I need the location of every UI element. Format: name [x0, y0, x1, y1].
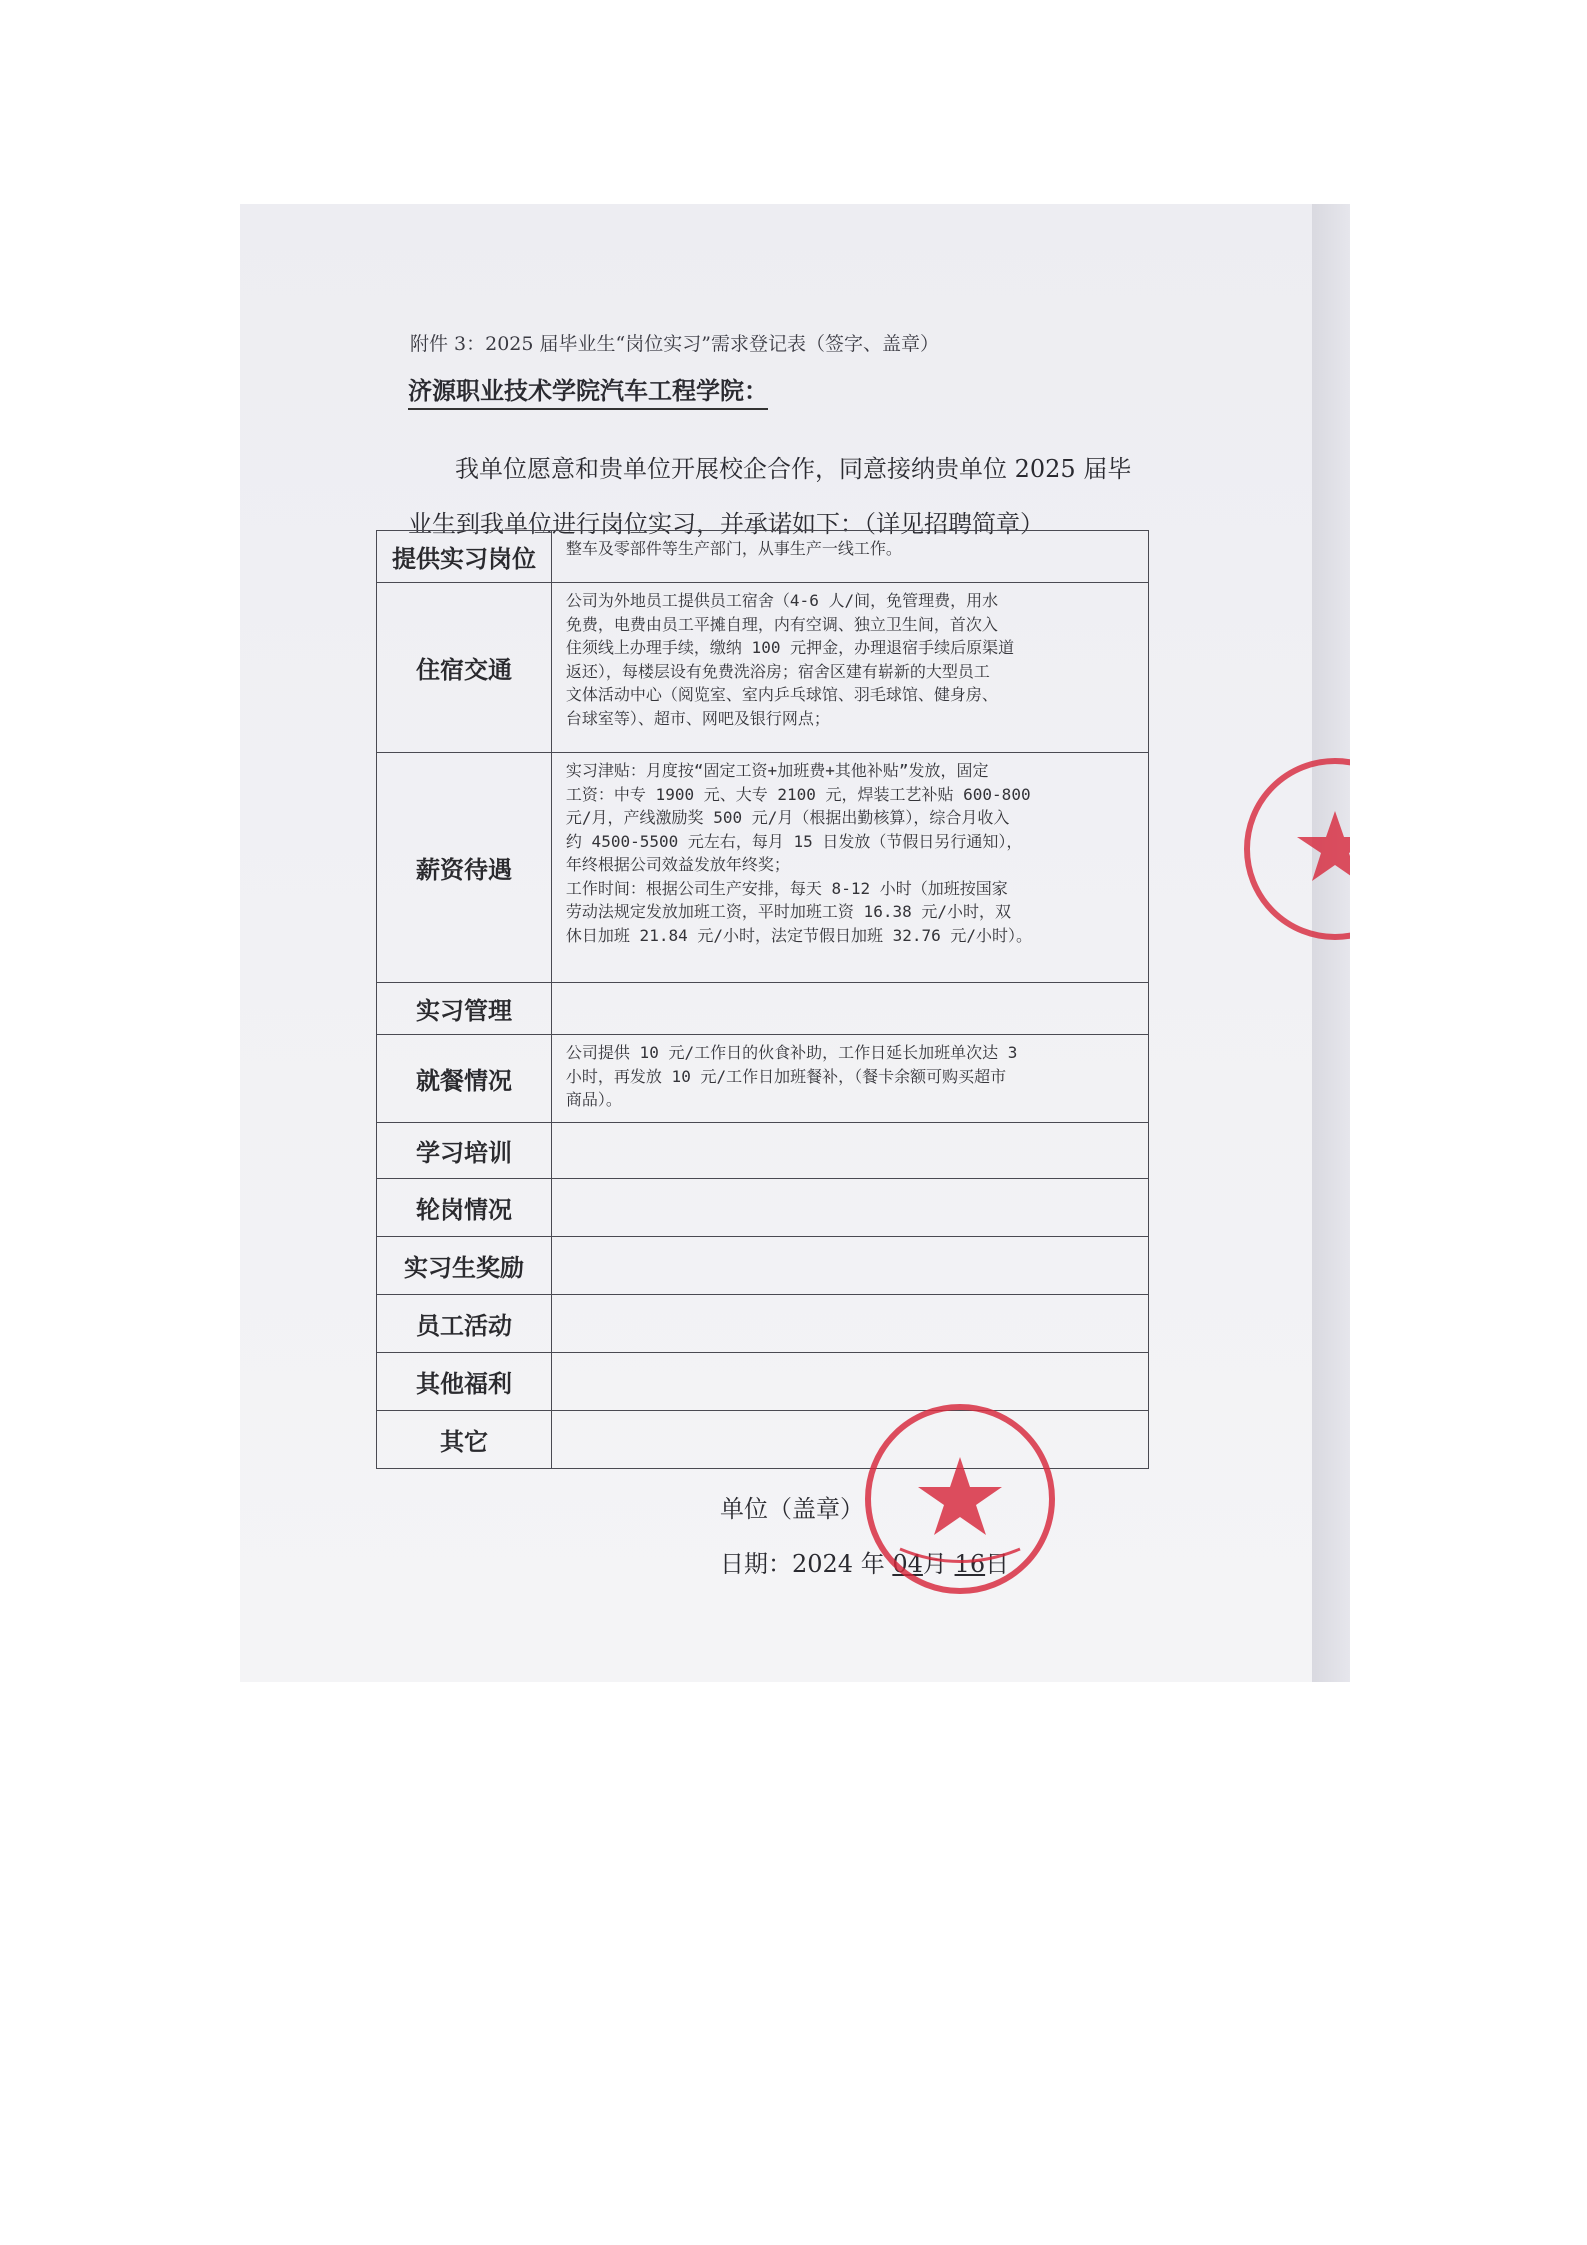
row-value	[551, 531, 1148, 583]
table-row	[377, 753, 1149, 983]
table-row	[377, 1123, 1149, 1179]
table-row	[377, 983, 1149, 1035]
company-seal-stamp	[860, 1399, 1060, 1599]
row-value	[551, 1295, 1148, 1353]
date-month-suffix: 月	[922, 1550, 947, 1578]
partial-seal-stamp	[1225, 749, 1350, 949]
row-value	[551, 983, 1148, 1035]
addressee-line: 济源职业技术学院汽车工程学院：	[408, 371, 768, 410]
requirement-table	[376, 530, 1149, 1469]
table-row	[377, 1179, 1149, 1237]
value-line: 免费，电费由员工平摊自理，内有空调、独立卫生间，首次入	[565, 614, 998, 634]
row-label: 学习培训	[377, 1123, 552, 1179]
value-line: 工资：中专 1900 元、大专 2100 元，焊装工艺补贴 600-800	[565, 784, 1031, 804]
date-day: 16	[954, 1550, 986, 1578]
table-row	[377, 583, 1149, 753]
value-line: 台球室等）、超市、网吧及银行网点；	[565, 708, 830, 728]
intro-paragraph-line-2: 业生到我单位进行岗位实习，并承诺如下：（详见招聘简章）	[408, 510, 1044, 538]
value-line: 公司提供 10 元/工作日的伙食补助，工作日延长加班单次达 3	[565, 1043, 1018, 1062]
intro-paragraph-line-1: 我单位愿意和贵单位开展校企合作，同意接纳贵单位 2025 届毕	[455, 455, 1132, 483]
row-label: 员工活动	[377, 1295, 552, 1353]
row-label: 轮岗情况	[377, 1179, 552, 1237]
form-paper	[240, 204, 1312, 1682]
row-label: 就餐情况	[377, 1035, 552, 1123]
table-row	[377, 1237, 1149, 1295]
date-month: 04	[892, 1550, 923, 1578]
row-value	[551, 753, 1148, 983]
row-value	[551, 583, 1148, 753]
value-line: 年终根据公司效益发放年终奖；	[565, 855, 790, 874]
unit-seal-line: 单位（盖章）	[720, 1495, 864, 1523]
value-line: 公司为外地员工提供员工宿舍（4-6 人/间，免管理费，用水	[565, 591, 999, 610]
attachment-title: 附件 3：2025 届毕业生“岗位实习”需求登记表（签字、盖章）	[410, 333, 939, 355]
row-label: 实习生奖励	[377, 1237, 552, 1295]
value-line: 劳动法规定发放加班工资，平时加班工资 16.38 元/小时，双	[565, 902, 1011, 921]
row-value	[551, 1123, 1148, 1179]
date-prefix: 日期：2024 年	[720, 1550, 885, 1578]
row-label: 薪资待遇	[377, 753, 552, 983]
document-photo	[240, 204, 1350, 1682]
table-row	[377, 531, 1149, 583]
table-row	[377, 1035, 1149, 1123]
row-value	[551, 1237, 1148, 1295]
value-line: 整车及零部件等生产部门，从事生产一线工作。	[565, 539, 902, 558]
row-value	[551, 1035, 1148, 1123]
row-label: 提供实习岗位	[377, 531, 552, 583]
value-line: 返还），每楼层设有免费洗浴房；宿舍区建有崭新的大型员工	[565, 661, 990, 681]
row-label: 实习管理	[377, 983, 552, 1035]
value-line: 小时，再发放 10 元/工作日加班餐补，（餐卡余额可购买超市	[565, 1066, 1007, 1086]
date-day-suffix: 日	[985, 1550, 1010, 1578]
row-label: 住宿交通	[377, 583, 552, 753]
value-line: 约 4500-5500 元左右，每月 15 日发放（节假日另行通知），	[565, 831, 1023, 851]
row-label: 其他福利	[377, 1353, 552, 1411]
value-line: 休日加班 21.84 元/小时，法定节假日加班 32.76 元/小时）。	[565, 925, 1033, 945]
value-line: 实习津贴：月度按“固定工资+加班费+其他补贴”发放，固定	[565, 761, 989, 780]
value-line: 文体活动中心（阅览室、室内乒乓球馆、羽毛球馆、健身房、	[565, 685, 998, 704]
value-line: 工作时间：根据公司生产安排，每天 8-12 小时（加班按国家	[565, 878, 1008, 898]
value-line: 元/月，产线激励奖 500 元/月（根据出勤核算），综合月收入	[565, 808, 1010, 827]
value-line: 住须线上办理手续，缴纳 100 元押金，办理退宿手续后原渠道	[565, 638, 1015, 657]
table-row	[377, 1295, 1149, 1353]
value-line: 商品）。	[565, 1090, 622, 1109]
row-label: 其它	[377, 1411, 552, 1469]
row-value	[551, 1179, 1148, 1237]
